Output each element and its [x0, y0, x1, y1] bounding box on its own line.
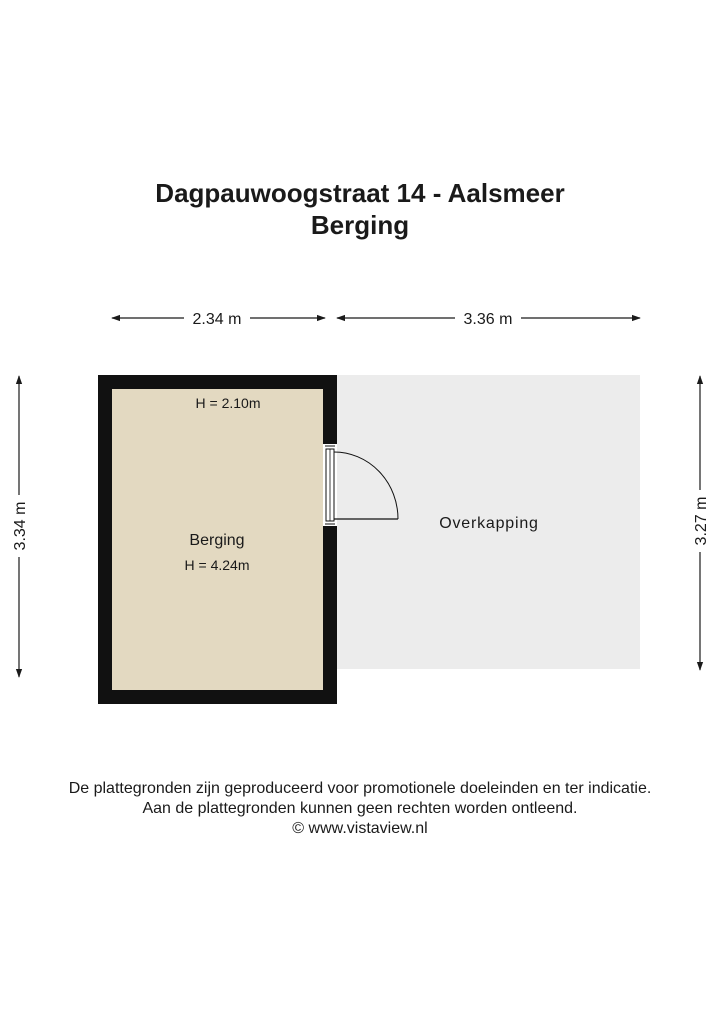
berging-top-height: H = 2.10m: [195, 395, 261, 411]
dimension-top-left: 2.34 m: [192, 311, 242, 328]
floor-title: Berging: [310, 210, 410, 240]
berging-label: Berging: [189, 532, 245, 549]
berging-height: H = 4.24m: [184, 557, 250, 573]
dimension-left: 3.34 m: [12, 501, 29, 551]
page-title: Dagpauwoogstraat 14 - Aalsmeer: [155, 178, 565, 208]
dimension-top-right: 3.36 m: [463, 311, 513, 328]
disclaimer-line-1: De plattegronden zijn geproduceerd voor promotionele doeleinden en ter indicatie.: [68, 780, 652, 797]
copyright-line: © www.vistaview.nl: [292, 820, 428, 837]
dimension-right: 3.27 m: [693, 496, 710, 546]
overkapping-label: Overkapping: [439, 515, 539, 532]
disclaimer-line-2: Aan de plattegronden kunnen geen rechten worden ontleend.: [142, 800, 578, 817]
